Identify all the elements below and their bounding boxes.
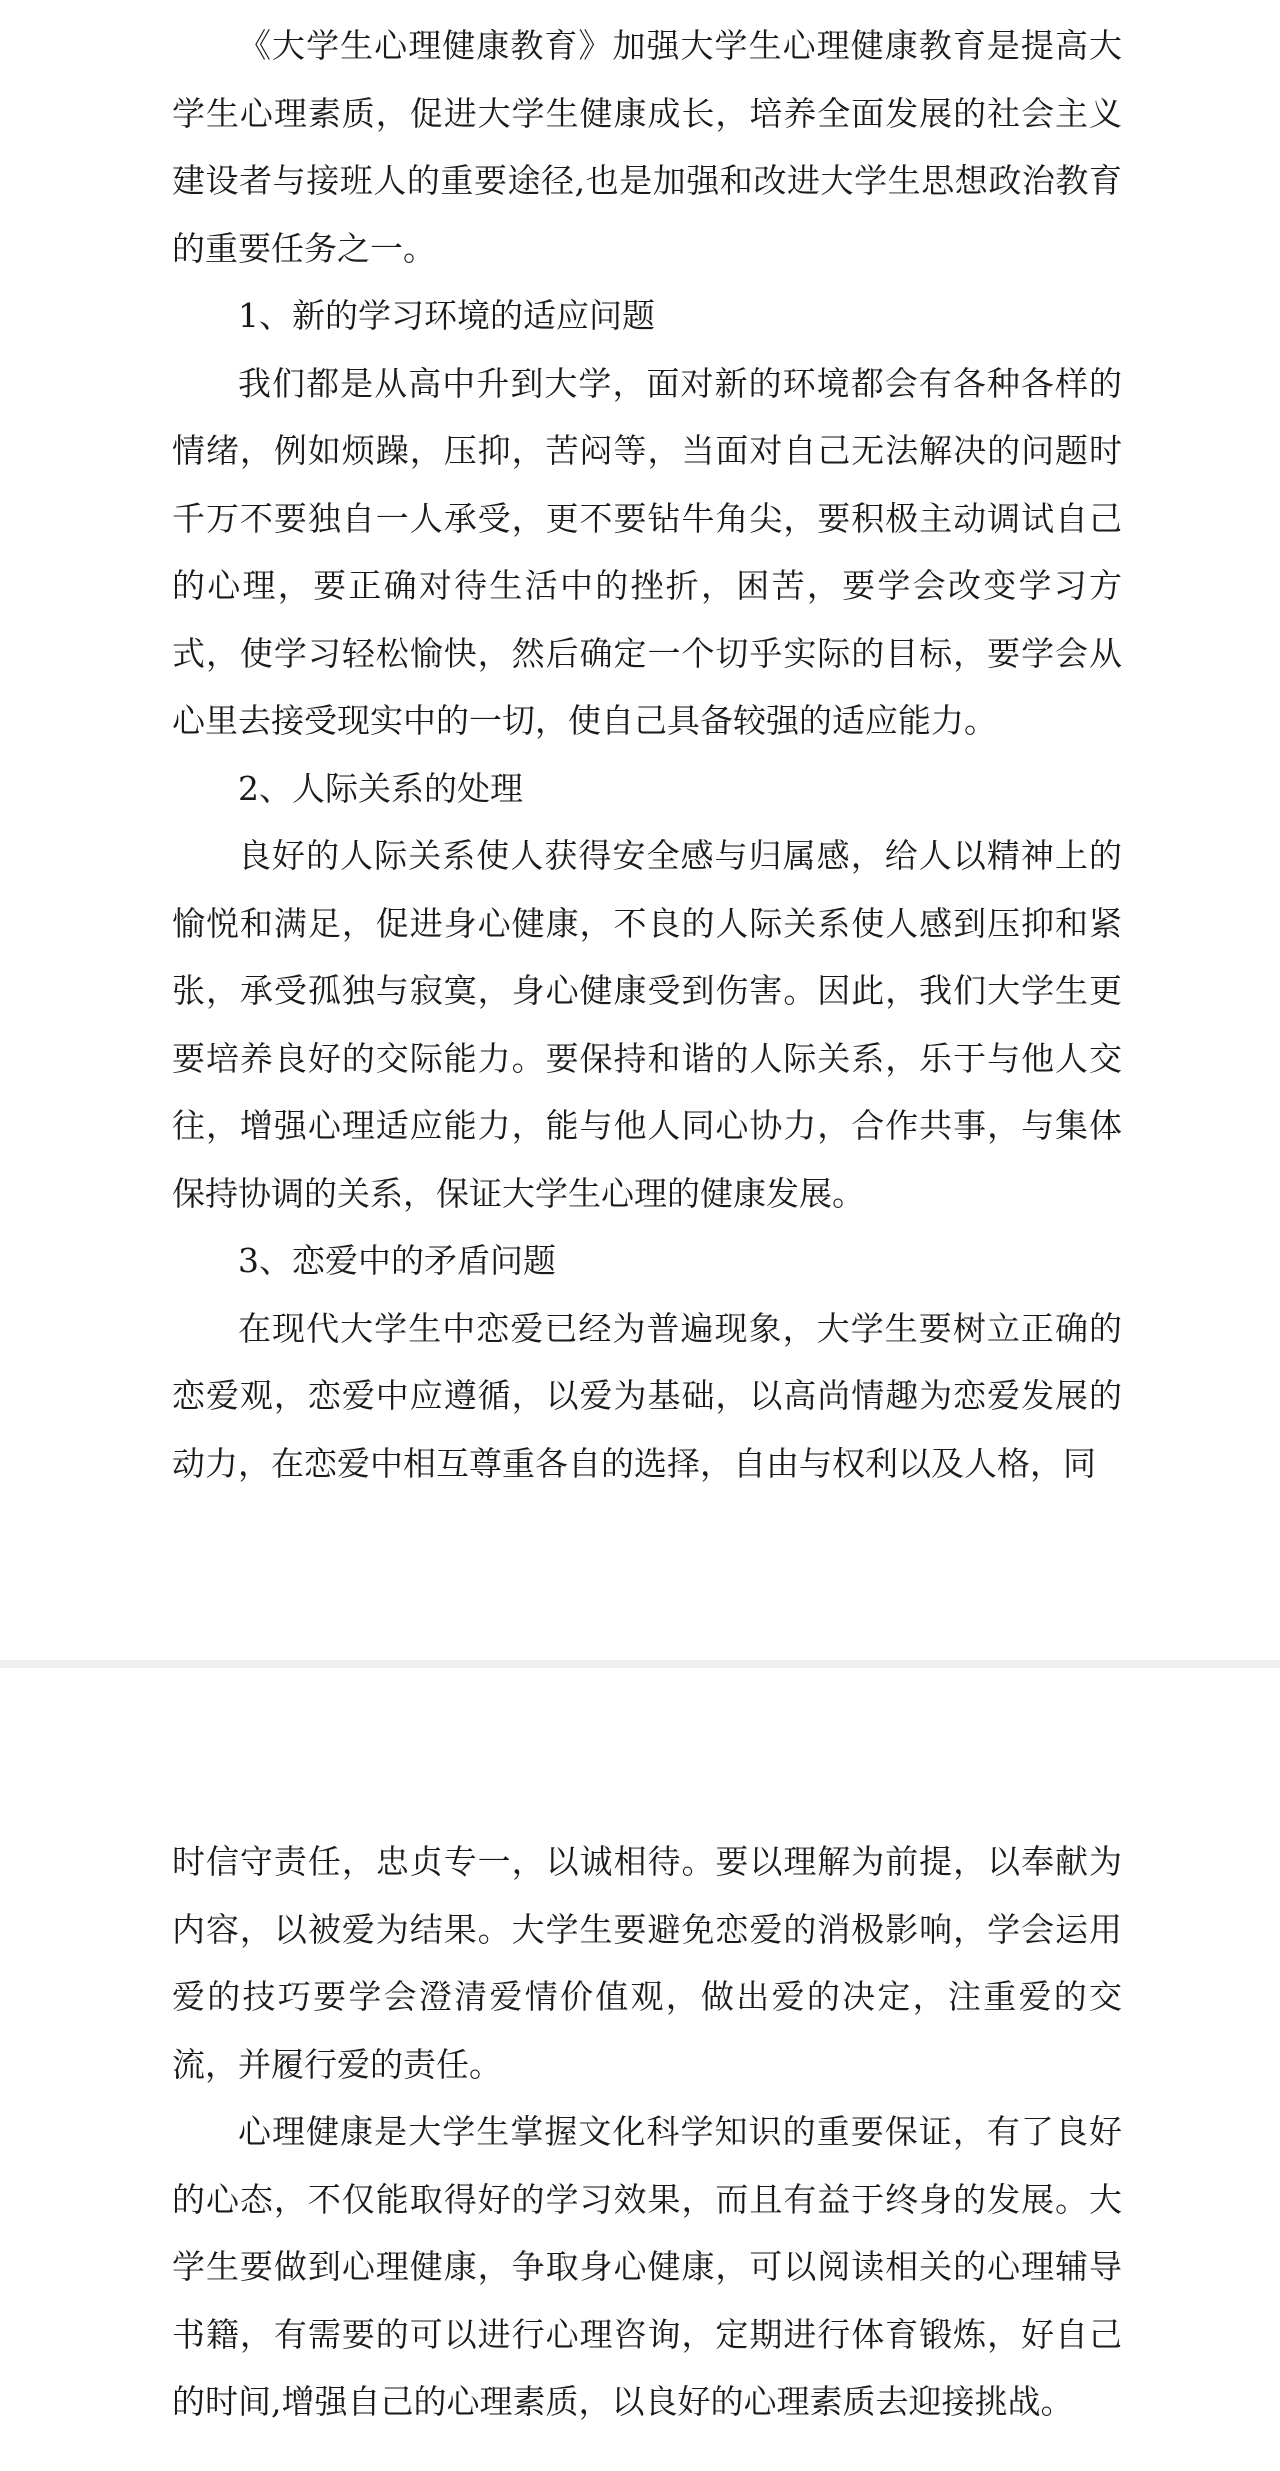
- page-1-body: [172, 12, 1122, 1497]
- page-2-body: [172, 1828, 1122, 2436]
- paragraph-romance-continued: 时信守责任，忠贞专一，以诚相待。要以理解为前提，以奉献为内容，以被爱为结果。大学生要避免恋爱的消极影响，学会运用爱的技巧要学会澄清爱情价值观，做出爱的决定，注重爱的交流，并履行爱的责任。: [172, 1842, 1122, 2084]
- section-heading-relationships: 2、人际关系的处理: [238, 768, 523, 808]
- section-heading-romance: 3、恋爱中的矛盾问题: [238, 1241, 556, 1280]
- page-separator: [0, 1660, 1280, 1668]
- paragraph-relationships: 良好的人际关系使人获得安全感与归属感，给人以精神上的愉悦和满足，促进身心健康，不良的人际关系使人感到压抑和紧张，承受孤独与寂寞，身心健康受到伤害。因此，我们大学生更要培养良好的交际能力。要保持和谐的人际关系，乐于与他人交往，增强心理适应能力，能与他人同心协力，合作共事，与集体保持协调的关系，保证大学生心理的健康发展。: [172, 836, 1122, 1213]
- conclusion-paragraph: 心理健康是大学生掌握文化科学知识的重要保证，有了良好的心态，不仅能取得好的学习效果，而且有益于终身的发展。大学生要做到心理健康，争取身心健康，可以阅读相关的心理辅导书籍，有需要的可以进行心理咨询，定期进行体育锻炼，好自己的时间,增强自己的心理素质，以良好的心理素质去迎接挑战。: [172, 2112, 1122, 2421]
- section-heading-adaptation: 1、新的学习环境的适应问题: [238, 296, 655, 335]
- document-page-2: [0, 1668, 1280, 2471]
- intro-paragraph: 《大学生心理健康教育》加强大学生心理健康教育是提高大学生心理素质，促进大学生健康成长，培养全面发展的社会主义建设者与接班人的重要途径,也是加强和改进大学生思想政治教育的重要任务之一。: [172, 26, 1122, 268]
- paragraph-adaptation: 我们都是从高中升到大学，面对新的环境都会有各种各样的情绪，例如烦躁，压抑，苦闷等，当面对自己无法解决的问题时千万不要独自一人承受，更不要钻牛角尖，要积极主动调试自己的心理，要正确对待生活中的挫折，困苦，要学会改变学习方式，使学习轻松愉快，然后确定一个切乎实际的目标，要学会从心里去接受现实中的一切，使自己具备较强的适应能力。: [172, 363, 1122, 740]
- paragraph-romance: 在现代大学生中恋爱已经为普遍现象，大学生要树立正确的恋爱观，恋爱中应遵循，以爱为基础，以高尚情趣为恋爱发展的动力，在恋爱中相互尊重各自的选择，自由与权利以及人格，同: [172, 1308, 1122, 1483]
